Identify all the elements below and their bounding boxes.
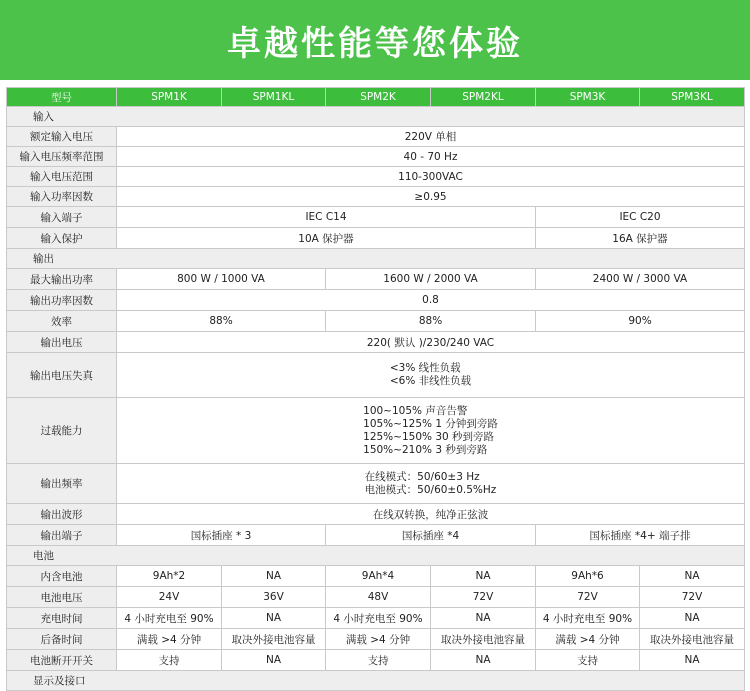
value-line: 125%~150% 30 秒到旁路	[363, 430, 495, 443]
row-label: 输入保护	[7, 228, 117, 249]
value-line: 105%~125% 1 分钟到旁路	[363, 417, 498, 430]
table-row	[7, 127, 745, 147]
table-row	[7, 566, 745, 587]
cell-value: 72V	[536, 587, 640, 608]
page-title: 卓越性能等您体验	[227, 23, 523, 64]
row-label: 输出电压	[7, 332, 117, 353]
cell-value: 支持	[117, 650, 222, 671]
cell-value: NA	[222, 566, 326, 587]
cell-value: 4 小时充电至 90%	[326, 608, 431, 629]
header-cell: SPM1KL	[222, 88, 326, 107]
table-row	[7, 525, 745, 546]
table-row	[7, 650, 745, 671]
cell-value: 10A 保护器	[117, 228, 536, 249]
section-title: 输出	[7, 249, 745, 269]
cell-value: ≥0.95	[117, 187, 745, 207]
cell-value: 支持	[536, 650, 640, 671]
section-title: 电池	[7, 546, 745, 566]
section-row	[7, 107, 745, 127]
row-label: 额定输入电压	[7, 127, 117, 147]
cell-value: NA	[431, 608, 536, 629]
table-row	[7, 504, 745, 525]
cell-value: 48V	[326, 587, 431, 608]
table-row	[7, 629, 745, 650]
header-cell: SPM2K	[326, 88, 431, 107]
table-row	[7, 464, 745, 504]
row-label: 最大输出功率	[7, 269, 117, 290]
row-label: 充电时间	[7, 608, 117, 629]
cell-value: NA	[222, 608, 326, 629]
row-label: 效率	[7, 311, 117, 332]
multiline-value	[365, 471, 497, 497]
cell-value: 国标插座 *4	[326, 525, 536, 546]
cell-value: IEC C20	[536, 207, 745, 228]
section-title: 显示及接口	[7, 671, 745, 691]
cell-value: 支持	[326, 650, 431, 671]
cell-value: 在线双转换，纯净正弦波	[117, 504, 745, 525]
cell-value: 9Ah*6	[536, 566, 640, 587]
cell-value: NA	[222, 650, 326, 671]
cell-value: 取决外接电池容量	[222, 629, 326, 650]
row-label: 输入功率因数	[7, 187, 117, 207]
cell-value: NA	[640, 650, 745, 671]
header-cell: SPM1K	[117, 88, 222, 107]
cell-value: 9Ah*4	[326, 566, 431, 587]
cell-value: NA	[640, 566, 745, 587]
cell-value	[117, 353, 745, 398]
cell-value: 4 小时充电至 90%	[117, 608, 222, 629]
cell-value: 220( 默认 )/230/240 VAC	[117, 332, 745, 353]
row-label: 电池断开开关	[7, 650, 117, 671]
cell-value: IEC C14	[117, 207, 536, 228]
table-row	[7, 332, 745, 353]
row-label: 输出波形	[7, 504, 117, 525]
row-label: 内含电池	[7, 566, 117, 587]
value-line: 150%~210% 3 秒到旁路	[363, 443, 488, 456]
header-cell: SPM3KL	[640, 88, 745, 107]
banner	[0, 0, 750, 80]
value-line: <3% 线性负载	[389, 362, 461, 374]
header-cell: 型号	[7, 88, 117, 107]
table-row	[7, 228, 745, 249]
table-row	[7, 207, 745, 228]
row-label: 后备时间	[7, 629, 117, 650]
section-row	[7, 546, 745, 566]
cell-value: 72V	[431, 587, 536, 608]
table-header-row	[7, 88, 745, 107]
cell-value: 16A 保护器	[536, 228, 745, 249]
table-row	[7, 608, 745, 629]
row-label: 输出频率	[7, 464, 117, 504]
table-row	[7, 587, 745, 608]
section-row	[7, 671, 745, 691]
spec-table	[6, 87, 745, 691]
row-label: 输出端子	[7, 525, 117, 546]
multiline-value	[363, 405, 498, 457]
cell-value	[117, 398, 745, 464]
cell-value: 取决外接电池容量	[431, 629, 536, 650]
value-line: 100~105% 声音告警	[363, 404, 468, 417]
row-label: 输入电压频率范围	[7, 147, 117, 167]
cell-value: 72V	[640, 587, 745, 608]
table-row	[7, 167, 745, 187]
cell-value: 90%	[536, 311, 745, 332]
cell-value: 88%	[326, 311, 536, 332]
table-row	[7, 311, 745, 332]
value-line: 电池模式：50/60±0.5%Hz	[364, 483, 497, 496]
cell-value: 36V	[222, 587, 326, 608]
cell-value: 9Ah*2	[117, 566, 222, 587]
value-line: <6% 非线性负载	[389, 375, 472, 387]
cell-value: 国标插座 *4+ 端子排	[536, 525, 745, 546]
table-row	[7, 290, 745, 311]
cell-value: 满载 >4 分钟	[536, 629, 640, 650]
cell-value: 24V	[117, 587, 222, 608]
header-cell: SPM3K	[536, 88, 640, 107]
cell-value: 4 小时充电至 90%	[536, 608, 640, 629]
table-row	[7, 353, 745, 398]
multiline-value	[390, 362, 471, 388]
header-cell: SPM2KL	[431, 88, 536, 107]
row-label: 输入端子	[7, 207, 117, 228]
cell-value: NA	[431, 650, 536, 671]
cell-value: 40 - 70 Hz	[117, 147, 745, 167]
cell-value: NA	[640, 608, 745, 629]
cell-value: 取决外接电池容量	[640, 629, 745, 650]
cell-value: 国标插座 * 3	[117, 525, 326, 546]
cell-value: 800 W / 1000 VA	[117, 269, 326, 290]
table-row	[7, 269, 745, 290]
cell-value: 110-300VAC	[117, 167, 745, 187]
row-label: 电池电压	[7, 587, 117, 608]
row-label: 输出功率因数	[7, 290, 117, 311]
row-label: 输入电压范围	[7, 167, 117, 187]
section-row	[7, 249, 745, 269]
cell-value: 88%	[117, 311, 326, 332]
section-title: 输入	[7, 107, 745, 127]
table-row	[7, 187, 745, 207]
cell-value: 满载 >4 分钟	[326, 629, 431, 650]
table-row	[7, 147, 745, 167]
table-row	[7, 398, 745, 464]
cell-value: NA	[431, 566, 536, 587]
row-label: 过载能力	[7, 398, 117, 464]
value-line: 在线模式：50/60±3 Hz	[364, 470, 480, 483]
cell-value	[117, 464, 745, 504]
row-label: 输出电压失真	[7, 353, 117, 398]
cell-value: 满载 >4 分钟	[117, 629, 222, 650]
cell-value: 1600 W / 2000 VA	[326, 269, 536, 290]
cell-value: 220V 单相	[117, 127, 745, 147]
cell-value: 0.8	[117, 290, 745, 311]
cell-value: 2400 W / 3000 VA	[536, 269, 745, 290]
